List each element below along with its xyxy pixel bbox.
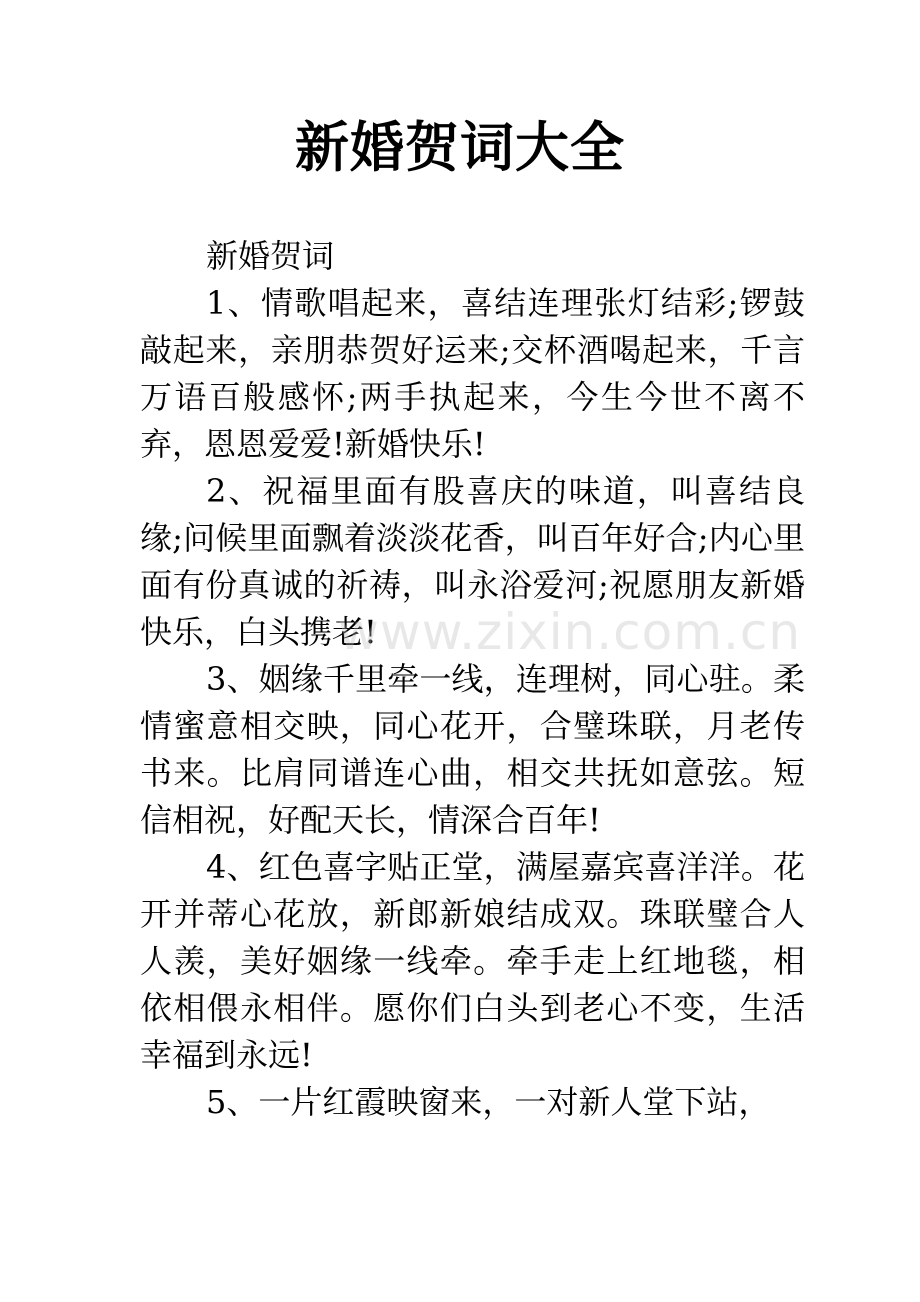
paragraph-1: 1、情歌唱起来，喜结连理张灯结彩;锣鼓敲起来，亲朋恭贺好运来;交杯酒喝起来，千言万语百般感怀;两手执起来，今生今世不离不弃，恩恩爱爱!新婚快乐! <box>140 284 805 463</box>
paragraph-3: 3、姻缘千里牵一线，连理树，同心驻。柔情蜜意相交映，同心花开，合璧珠联，月老传书来。比肩同谱连心曲，相交共抚如意弦。短信相祝，好配天长，情深合百年! <box>140 660 805 839</box>
document-title: 新婚贺词大全 <box>295 115 625 179</box>
paragraph-4: 4、红色喜字贴正堂，满屋嘉宾喜洋洋。花开并蒂心花放，新郎新娘结成双。珠联璧合人人羡，美好姻缘一线牵。牵手走上红地毯，相依相偎永相伴。愿你们白头到老心不变，生活幸福到永远! <box>140 848 805 1074</box>
paragraph-2: 2、祝福里面有股喜庆的味道，叫喜结良缘;问候里面飘着淡淡花香，叫百年好合;内心里面有份真诚的祈祷，叫永浴爱河;祝愿朋友新婚快乐，白头携老! <box>140 472 805 651</box>
paragraph-5: 5、一片红霞映窗来，一对新人堂下站， <box>206 1083 771 1121</box>
section-heading: 新婚贺词 <box>206 237 335 275</box>
document-body <box>140 233 805 1126</box>
watermark: www.zixin.com.cn <box>338 603 802 661</box>
